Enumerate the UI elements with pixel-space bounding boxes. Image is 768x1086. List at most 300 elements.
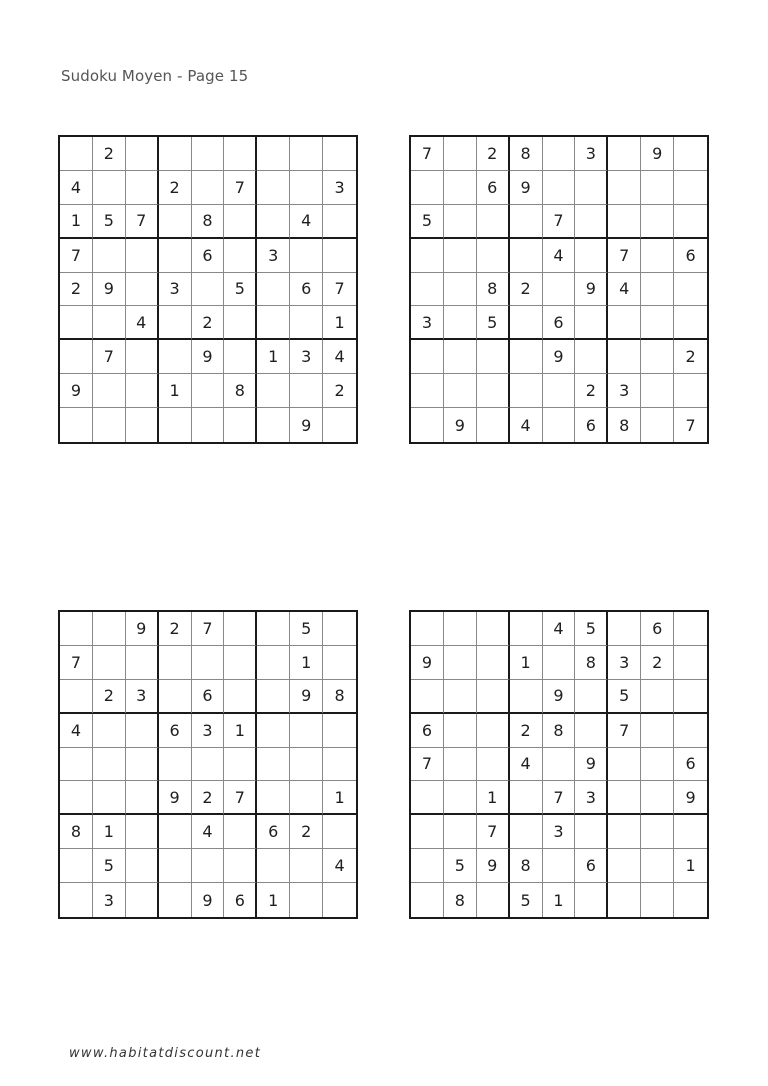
sudoku-cell	[444, 340, 477, 374]
sudoku-cell	[543, 374, 576, 408]
sudoku-cell: 6	[192, 239, 225, 273]
sudoku-cell	[444, 612, 477, 646]
sudoku-cell: 1	[674, 849, 707, 883]
sudoku-cell: 5	[93, 849, 126, 883]
sudoku-cell	[641, 374, 674, 408]
sudoku-cell	[444, 714, 477, 748]
sudoku-cell: 7	[224, 781, 257, 815]
sudoku-cell: 6	[575, 849, 608, 883]
sudoku-cell: 2	[93, 680, 126, 714]
sudoku-cell	[411, 374, 444, 408]
sudoku-cell: 7	[411, 748, 444, 782]
sudoku-cell	[257, 646, 290, 680]
sudoku-cell: 7	[543, 205, 576, 239]
sudoku-cell	[641, 714, 674, 748]
sudoku-cell	[411, 408, 444, 442]
sudoku-cell	[608, 137, 641, 171]
sudoku-cell	[641, 408, 674, 442]
sudoku-cell	[608, 748, 641, 782]
sudoku-cell: 7	[543, 781, 576, 815]
sudoku-cell: 2	[192, 306, 225, 340]
sudoku-cell: 2	[192, 781, 225, 815]
sudoku-cell	[477, 612, 510, 646]
sudoku-cell	[444, 306, 477, 340]
sudoku-cell	[323, 815, 356, 849]
sudoku-cell	[323, 714, 356, 748]
sudoku-cell	[323, 205, 356, 239]
sudoku-cell	[477, 340, 510, 374]
sudoku-cell: 8	[510, 849, 543, 883]
sudoku-cell: 3	[159, 273, 192, 307]
sudoku-cell: 1	[290, 646, 323, 680]
sudoku-cell: 5	[575, 612, 608, 646]
page-title: Sudoku Moyen - Page 15	[61, 67, 249, 85]
sudoku-cell	[608, 171, 641, 205]
sudoku-cell	[192, 646, 225, 680]
sudoku-cell	[411, 340, 444, 374]
sudoku-cell: 2	[575, 374, 608, 408]
sudoku-cell	[510, 781, 543, 815]
sudoku-cell	[543, 273, 576, 307]
sudoku-cell: 1	[224, 714, 257, 748]
sudoku-cell	[674, 646, 707, 680]
sudoku-cell	[641, 205, 674, 239]
sudoku-cell	[257, 306, 290, 340]
sudoku-cell: 9	[411, 646, 444, 680]
sudoku-cell: 5	[444, 849, 477, 883]
sudoku-cell: 6	[641, 612, 674, 646]
sudoku-cell	[510, 815, 543, 849]
sudoku-cell: 3	[608, 374, 641, 408]
sudoku-cell	[641, 680, 674, 714]
sudoku-cell: 3	[126, 680, 159, 714]
sudoku-cell	[159, 306, 192, 340]
sudoku-cell	[159, 340, 192, 374]
sudoku-cell	[510, 306, 543, 340]
sudoku-cell	[510, 680, 543, 714]
sudoku-cell	[60, 883, 93, 917]
sudoku-cell: 6	[224, 883, 257, 917]
sudoku-cell: 1	[93, 815, 126, 849]
sudoku-cell	[257, 137, 290, 171]
sudoku-cell	[257, 273, 290, 307]
sudoku-cell	[641, 748, 674, 782]
sudoku-cell	[224, 849, 257, 883]
sudoku-cell	[290, 714, 323, 748]
sudoku-cell: 6	[159, 714, 192, 748]
sudoku-cell	[608, 612, 641, 646]
sudoku-cell: 3	[543, 815, 576, 849]
sudoku-cell: 9	[192, 883, 225, 917]
sudoku-cell	[543, 748, 576, 782]
sudoku-cell	[93, 408, 126, 442]
sudoku-cell: 2	[641, 646, 674, 680]
sudoku-cell: 5	[224, 273, 257, 307]
sudoku-cell	[126, 748, 159, 782]
sudoku-cell	[93, 612, 126, 646]
sudoku-cell: 9	[641, 137, 674, 171]
footer-url: www.habitatdiscount.net	[69, 1046, 262, 1061]
sudoku-cell	[641, 883, 674, 917]
sudoku-cell: 4	[323, 849, 356, 883]
sudoku-cell: 9	[477, 849, 510, 883]
sudoku-cell	[575, 340, 608, 374]
sudoku-cell: 1	[323, 306, 356, 340]
sudoku-cell: 7	[411, 137, 444, 171]
sudoku-cell: 7	[323, 273, 356, 307]
sudoku-cell	[257, 849, 290, 883]
sudoku-cell: 8	[477, 273, 510, 307]
sudoku-cell	[477, 408, 510, 442]
sudoku-cell	[192, 273, 225, 307]
sudoku-cell	[674, 306, 707, 340]
sudoku-cell	[477, 205, 510, 239]
sudoku-cell: 9	[444, 408, 477, 442]
sudoku-cell	[477, 374, 510, 408]
sudoku-cell: 2	[323, 374, 356, 408]
sudoku-cell	[60, 612, 93, 646]
sudoku-cell	[641, 815, 674, 849]
sudoku-cell	[224, 680, 257, 714]
sudoku-cell: 9	[543, 680, 576, 714]
sudoku-cell	[608, 340, 641, 374]
sudoku-cell	[608, 815, 641, 849]
sudoku-cell: 9	[159, 781, 192, 815]
sudoku-cell: 3	[257, 239, 290, 273]
sudoku-cell	[411, 239, 444, 273]
sudoku-cell: 4	[126, 306, 159, 340]
sudoku-cell: 1	[257, 340, 290, 374]
sudoku-cell: 6	[477, 171, 510, 205]
sudoku-cell	[126, 374, 159, 408]
sudoku-cell	[477, 680, 510, 714]
sudoku-cell	[575, 815, 608, 849]
sudoku-cell	[159, 646, 192, 680]
sudoku-cell	[126, 137, 159, 171]
sudoku-cell	[543, 408, 576, 442]
sudoku-cell: 7	[477, 815, 510, 849]
sudoku-cell	[510, 374, 543, 408]
sudoku-cell	[575, 680, 608, 714]
sudoku-cell	[290, 137, 323, 171]
sudoku-cell	[60, 408, 93, 442]
sudoku-cell	[323, 612, 356, 646]
sudoku-cell: 4	[510, 408, 543, 442]
sudoku-cell	[411, 171, 444, 205]
sudoku-cell	[477, 239, 510, 273]
sudoku-cell	[257, 408, 290, 442]
sudoku-cell: 3	[290, 340, 323, 374]
sudoku-cell	[674, 171, 707, 205]
sudoku-cell	[257, 714, 290, 748]
sudoku-cell	[444, 205, 477, 239]
sudoku-cell	[290, 748, 323, 782]
sudoku-cell: 2	[159, 171, 192, 205]
sudoku-cell: 1	[543, 883, 576, 917]
sudoku-cell	[93, 374, 126, 408]
sudoku-cell	[411, 680, 444, 714]
sudoku-cell	[60, 849, 93, 883]
sudoku-cell	[608, 781, 641, 815]
sudoku-cell	[411, 849, 444, 883]
sudoku-cell	[543, 646, 576, 680]
sudoku-cell	[444, 815, 477, 849]
sudoku-cell	[290, 306, 323, 340]
sudoku-cell	[444, 646, 477, 680]
sudoku-cell	[641, 781, 674, 815]
sudoku-cell	[93, 306, 126, 340]
sudoku-cell	[224, 646, 257, 680]
sudoku-cell: 1	[257, 883, 290, 917]
sudoku-cell	[192, 849, 225, 883]
sudoku-cell	[60, 340, 93, 374]
sudoku-cell	[126, 408, 159, 442]
sudoku-cell	[674, 374, 707, 408]
sudoku-cell	[608, 883, 641, 917]
sudoku-cell	[444, 781, 477, 815]
sudoku-cell	[159, 849, 192, 883]
sudoku-cell: 2	[510, 273, 543, 307]
sudoku-cell	[257, 680, 290, 714]
sudoku-cell	[126, 883, 159, 917]
sudoku-cell	[323, 239, 356, 273]
sudoku-cell	[323, 646, 356, 680]
sudoku-cell: 4	[290, 205, 323, 239]
sudoku-cell	[159, 815, 192, 849]
sudoku-cell	[641, 171, 674, 205]
sudoku-cell: 7	[60, 646, 93, 680]
sudoku-grid-4	[409, 610, 709, 919]
sudoku-cell: 5	[477, 306, 510, 340]
sudoku-cell	[510, 612, 543, 646]
sudoku-cell: 7	[608, 239, 641, 273]
sudoku-cell: 5	[93, 205, 126, 239]
sudoku-cell	[290, 849, 323, 883]
sudoku-cell	[575, 239, 608, 273]
sudoku-cell	[641, 849, 674, 883]
sudoku-cell	[575, 714, 608, 748]
sudoku-cell: 4	[608, 273, 641, 307]
sudoku-cell: 1	[159, 374, 192, 408]
sudoku-cell	[674, 680, 707, 714]
sudoku-cell: 7	[126, 205, 159, 239]
sudoku-cell: 1	[477, 781, 510, 815]
sudoku-cell	[60, 748, 93, 782]
sudoku-cell	[257, 748, 290, 782]
sudoku-cell	[444, 748, 477, 782]
sudoku-cell	[674, 137, 707, 171]
sudoku-cell	[444, 137, 477, 171]
sudoku-cell	[126, 714, 159, 748]
sudoku-cell	[257, 171, 290, 205]
sudoku-cell	[224, 815, 257, 849]
sudoku-cell	[60, 781, 93, 815]
sudoku-cell: 2	[159, 612, 192, 646]
sudoku-cell	[224, 137, 257, 171]
sudoku-cell	[192, 748, 225, 782]
sudoku-cell	[674, 714, 707, 748]
sudoku-cell: 2	[510, 714, 543, 748]
sudoku-cell	[674, 883, 707, 917]
sudoku-cell	[411, 781, 444, 815]
sudoku-cell	[411, 815, 444, 849]
sudoku-cell	[93, 171, 126, 205]
sudoku-cell: 4	[60, 714, 93, 748]
sudoku-cell: 3	[93, 883, 126, 917]
sudoku-cell: 8	[510, 137, 543, 171]
sudoku-cell	[224, 612, 257, 646]
sudoku-cell	[126, 781, 159, 815]
sudoku-cell	[608, 849, 641, 883]
sudoku-cell	[126, 815, 159, 849]
sudoku-cell	[444, 374, 477, 408]
sudoku-cell	[477, 883, 510, 917]
sudoku-cell	[411, 883, 444, 917]
sudoku-cell	[159, 137, 192, 171]
sudoku-cell	[674, 205, 707, 239]
sudoku-cell	[192, 137, 225, 171]
sudoku-cell: 8	[323, 680, 356, 714]
sudoku-cell: 4	[510, 748, 543, 782]
sudoku-cell	[641, 340, 674, 374]
sudoku-cell	[543, 171, 576, 205]
sudoku-cell	[290, 883, 323, 917]
sudoku-cell	[257, 205, 290, 239]
sudoku-cell: 9	[126, 612, 159, 646]
sudoku-cell: 9	[93, 273, 126, 307]
sudoku-cell: 9	[543, 340, 576, 374]
sudoku-cell: 3	[411, 306, 444, 340]
sudoku-cell	[575, 306, 608, 340]
sudoku-cell	[159, 239, 192, 273]
sudoku-cell	[510, 340, 543, 374]
sudoku-cell	[674, 273, 707, 307]
sudoku-cell	[93, 646, 126, 680]
sudoku-cell: 8	[60, 815, 93, 849]
sudoku-cell	[257, 374, 290, 408]
sudoku-cell: 5	[290, 612, 323, 646]
sudoku-cell: 6	[257, 815, 290, 849]
sudoku-cell: 3	[575, 781, 608, 815]
sudoku-cell	[60, 680, 93, 714]
sudoku-cell	[224, 306, 257, 340]
sudoku-cell	[290, 781, 323, 815]
sudoku-cell: 9	[674, 781, 707, 815]
sudoku-cell: 8	[543, 714, 576, 748]
sudoku-cell	[224, 205, 257, 239]
sudoku-cell: 8	[224, 374, 257, 408]
sudoku-cell: 6	[543, 306, 576, 340]
sudoku-cell: 8	[575, 646, 608, 680]
sudoku-cell	[543, 849, 576, 883]
sudoku-cell: 7	[93, 340, 126, 374]
sudoku-cell: 9	[192, 340, 225, 374]
sudoku-cell: 4	[60, 171, 93, 205]
sudoku-cell: 3	[608, 646, 641, 680]
sudoku-cell: 7	[192, 612, 225, 646]
sudoku-cell: 1	[60, 205, 93, 239]
sudoku-cell: 3	[323, 171, 356, 205]
sudoku-cell: 2	[290, 815, 323, 849]
sudoku-cell	[641, 306, 674, 340]
sudoku-cell	[641, 239, 674, 273]
sudoku-cell	[126, 171, 159, 205]
sudoku-cell	[411, 612, 444, 646]
sudoku-cell: 1	[323, 781, 356, 815]
sudoku-cell: 9	[575, 273, 608, 307]
sudoku-cell	[444, 273, 477, 307]
sudoku-grid-1	[58, 135, 358, 444]
sudoku-cell: 6	[411, 714, 444, 748]
sudoku-cell	[444, 680, 477, 714]
sudoku-cell	[674, 612, 707, 646]
sudoku-cell	[575, 883, 608, 917]
sudoku-cell	[257, 781, 290, 815]
sudoku-cell: 2	[60, 273, 93, 307]
sudoku-cell	[641, 273, 674, 307]
sudoku-cell	[444, 171, 477, 205]
sudoku-cell: 9	[575, 748, 608, 782]
sudoku-cell: 5	[608, 680, 641, 714]
sudoku-cell	[60, 137, 93, 171]
sudoku-cell	[575, 171, 608, 205]
sudoku-cell: 6	[290, 273, 323, 307]
sudoku-cell	[224, 748, 257, 782]
sudoku-cell: 6	[674, 748, 707, 782]
sudoku-cell: 5	[411, 205, 444, 239]
sudoku-cell: 6	[575, 408, 608, 442]
sudoku-cell	[192, 171, 225, 205]
sudoku-cell	[477, 646, 510, 680]
sudoku-cell: 7	[685, 415, 696, 435]
sudoku-cell: 4	[192, 815, 225, 849]
sudoku-cell	[93, 714, 126, 748]
sudoku-cell	[93, 748, 126, 782]
sudoku-cell	[477, 714, 510, 748]
sudoku-cell: 8	[608, 408, 641, 442]
sudoku-cell	[224, 239, 257, 273]
sudoku-cell	[126, 646, 159, 680]
sudoku-cell	[323, 748, 356, 782]
sudoku-cell: 4	[543, 239, 576, 273]
sudoku-cell	[159, 408, 192, 442]
sudoku-cell	[290, 239, 323, 273]
sudoku-cell	[126, 340, 159, 374]
sudoku-cell: 9	[60, 374, 93, 408]
sudoku-cell	[477, 748, 510, 782]
sudoku-cell: 6	[192, 680, 225, 714]
sudoku-cell	[575, 205, 608, 239]
sudoku-cell	[192, 374, 225, 408]
sudoku-cell	[159, 205, 192, 239]
sudoku-cell	[323, 408, 356, 442]
sudoku-cell	[224, 408, 257, 442]
sudoku-cell	[93, 781, 126, 815]
sudoku-cell	[126, 239, 159, 273]
sudoku-cell	[159, 680, 192, 714]
sudoku-cell: 7	[224, 171, 257, 205]
sudoku-cell: 4	[543, 612, 576, 646]
sudoku-grid-3	[58, 610, 358, 919]
sudoku-cell	[290, 374, 323, 408]
sudoku-cell: 4	[323, 340, 356, 374]
sudoku-cell	[93, 239, 126, 273]
sudoku-cell: 9	[510, 171, 543, 205]
sudoku-cell	[510, 205, 543, 239]
sudoku-cell	[257, 612, 290, 646]
sudoku-cell: 2	[674, 340, 707, 374]
sudoku-cell: 3	[192, 714, 225, 748]
